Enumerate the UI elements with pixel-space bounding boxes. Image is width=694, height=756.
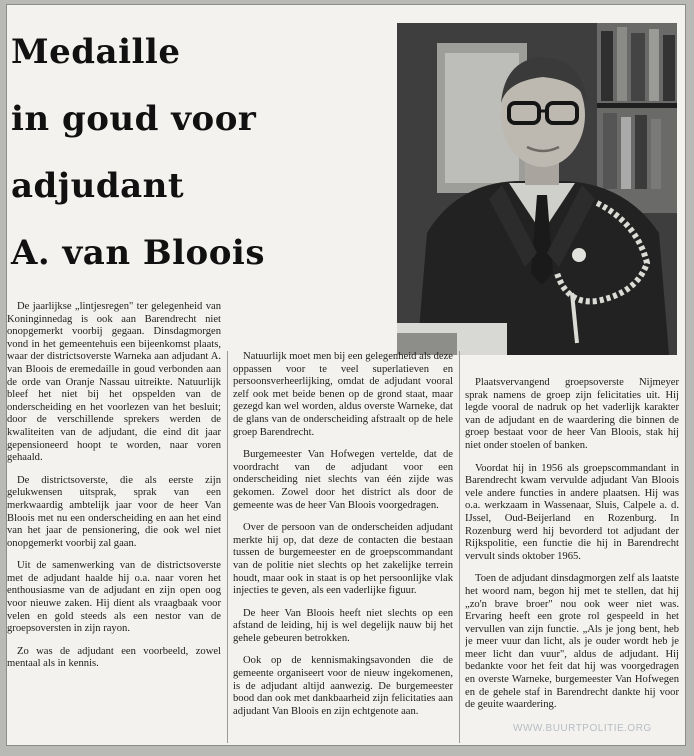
paragraph: Ook op de kennismakingsavonden die de gemeente organiseert voor de nieuw ingekomenen, is de adjudant altijd aanwezig. De burgemeester bood dan ook met dankbaarheid zijn felicitaties aan adjudant Van Bloois en zijn echtgenote aan. <box>233 655 453 717</box>
article-column-3 <box>465 377 679 743</box>
paragraph: Voordat hij in 1956 als groepscommandant in Barendrecht kwam vervulde adjudant Van Bloois vele andere functies in andere plaatsen. Hij was o.a. werkzaam in Wassenaar, Sluis, Calpele a. d. IJssel, Oud-Beijerland en Rozenburg. In Rozenburg werd hij bevorderd tot adjudant der Rijkspolitie, een functie die hij in Barendrecht vervult sinds oktober 1965. <box>465 462 679 562</box>
headline-line-3: adjudant <box>11 166 185 206</box>
portrait-photo <box>397 23 677 355</box>
column-rule-2 <box>459 351 460 743</box>
portrait-illustration <box>397 23 677 355</box>
site-watermark: WWW.BUURTPOLITIE.ORG <box>513 723 652 734</box>
headline-line-1: Medaille <box>11 32 181 72</box>
paragraph: Uit de samenwerking van de districtsoverste met de adjudant haalde hij o.a. naar voren het enthousiasme van de adjudant en zijn open oog voor nieuwe zaken. Hij dient als vraagbaak voor velen en gold steeds als een nestor van de groepsoversten in zijn rayon. <box>7 560 221 635</box>
paragraph: Burgemeester Van Hofwegen vertelde, dat de voordracht van de adjudant voor een onderscheiding niet slechts van één zijde was gekomen. Zowel door het district als door de gemeente was de heer Van Bloois voorgedragen. <box>233 449 453 511</box>
headline-line-4: A. van Bloois <box>11 233 265 273</box>
paragraph: Natuurlijk moet men bij een gelegenheid als deze oppassen voor te veel superlatieven en persoonsverheerlijking, omdat de adjudant vooral zelf ook met beide benen op de grond staat, maar gezegd kan wel worden, aldus overste Warneke, dat de glans van de onderscheiding afstraalt op de hele groep Barendrecht. <box>233 351 453 438</box>
paragraph: De districtsoverste, die als eerste zijn gelukwensen uitsprak, sprak van een merkwaardig ambtelijk jaar voor de heer Van Bloois met nu een onderscheiding en aan het eind van het jaar de pensionering, die ook wel niet onopgemerkt voorbij zal gaan. <box>7 474 221 549</box>
paragraph: Plaatsvervangend groepsoverste Nijmeyer sprak namens de groep zijn felicitaties uit. Hij legde vooral de nadruk op het vaderlijk karakter van de adjudant en de waardering die binnen de groep bestaat voor de heer Van Bloois, stak hij niet onder stoelen of banken. <box>465 377 679 451</box>
newspaper-clipping <box>6 4 686 746</box>
paragraph: De jaarlijkse „lintjesregen" ter gelegenheid van Koninginnedag is ook aan Barendrecht niet onopgemerkt voorbij gegaan. Dinsdagmorgen vond in het gemeentehuis een bijeenkomst plaats, waar der districtsoverste Warneka aan adjudant A. van Bloois de eremedaille in goud verbonden aan de orde van Oranje Nassau uitreikte. Natuurlijk bleef het niet bij het opspelden van de onderscheiding en het voorlezen van het besluit; door de verschillende sprekers werden de kwaliteiten van de adjudant, die eind dit jaar gepensioneerd hoopt te worden, naar voren gehaald. <box>7 301 221 464</box>
paragraph: Zo was de adjudant een voorbeeld, zowel mentaal als in kennis. <box>7 645 221 670</box>
paragraph: Toen de adjudant dinsdagmorgen zelf als laatste het woord nam, begon hij met te stellen, dat hij „zo'n brave broer" nou ook weer niet was. Ervaring heeft een grote rol gespeeld in het vervullen van zijn functie. „Als je jong bent, heb je meer vuur dan licht, als je ouder wordt heb je meer licht dan vuur", aldus de adjudant. Hij bedankte voor het feit dat hij was voorgedragen en overste Warneke, burgemeester Van Hofwegen en de gehele staf in Barendrecht dankte hij voor de geuite waardering. <box>465 573 679 711</box>
paragraph: De heer Van Bloois heeft niet slechts op een afstand de leiding, hij is wel degelijk nauw bij het gehele gebeuren betrokken. <box>233 607 453 644</box>
article-column-1 <box>7 301 221 743</box>
column-rule-1 <box>227 351 228 743</box>
article-headline <box>11 19 393 287</box>
headline-line-2: in goud voor <box>11 99 257 139</box>
paragraph: Over de persoon van de onderscheiden adjudant merkte hij op, dat deze de contacten die bestaan tussen de burgemeester en de groepscommandant van de politie niet slechts op het zakelijke terrein houdt, maar ook in staat is op het persoonlijke vlak injecties te geven, als een vaderlijke figuur. <box>233 522 453 597</box>
article-column-2 <box>233 351 453 743</box>
